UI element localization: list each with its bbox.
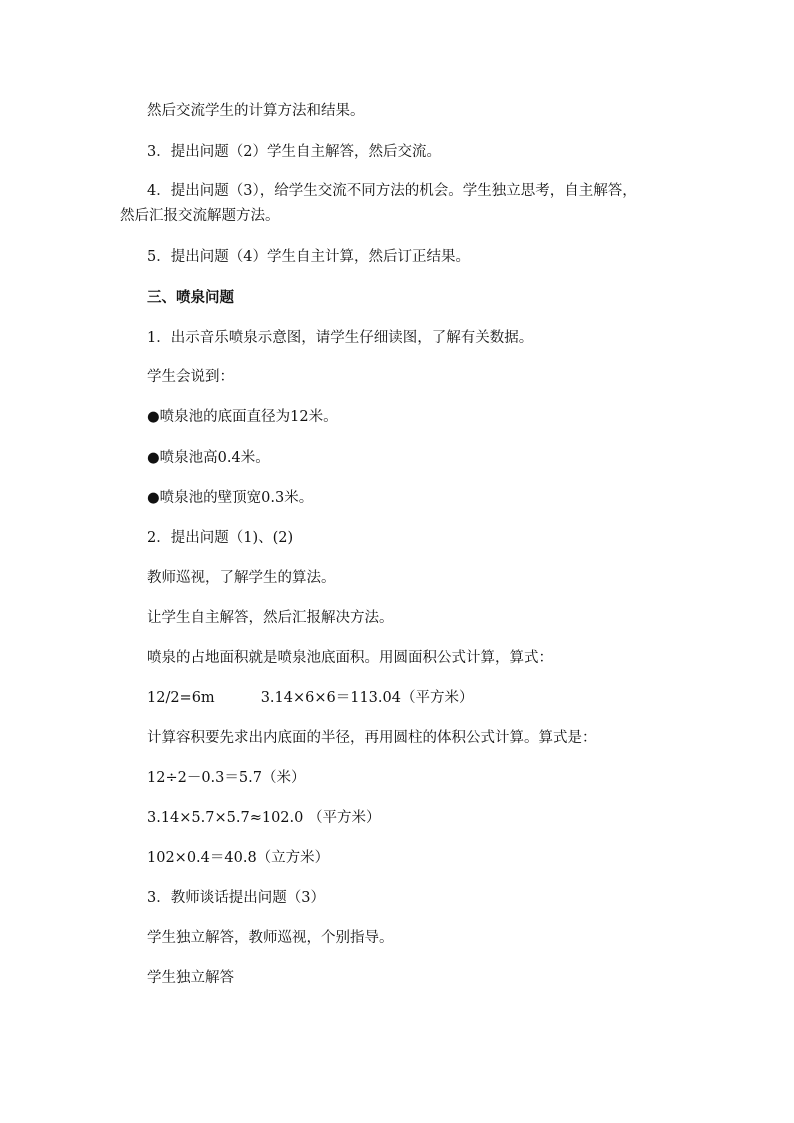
- bullet-item: ●喷泉池的壁顶宽0.3米。: [147, 490, 314, 506]
- formula-area: 3.14×6×6＝113.04（平方米）: [260, 690, 474, 706]
- paragraph-line: 5．提出问题（4）学生自主计算，然后订正结果。: [147, 249, 470, 265]
- paragraph-line: 教师巡视，了解学生的算法。: [147, 570, 336, 586]
- paragraph-line: 学生独立解答，教师巡视，个别指导。: [147, 930, 394, 946]
- formula-line: [147, 688, 473, 708]
- formula-line: 102×0.4＝40.8（立方米）: [147, 850, 330, 866]
- paragraph-line: 计算容积要先求出内底面的半径，再用圆柱的体积公式计算。算式是：: [147, 730, 597, 746]
- paragraph-line: 让学生自主解答，然后汇报解决方法。: [147, 610, 394, 626]
- paragraph-line: 3．提出问题（2）学生自主解答，然后交流。: [147, 144, 441, 160]
- paragraph-line: 然后汇报交流解题方法。: [120, 208, 280, 224]
- formula-line: 12÷2－0.3＝5.7（米）: [147, 770, 306, 786]
- bullet-item: ●喷泉池的底面直径为12米。: [147, 409, 338, 425]
- section-heading: 三、喷泉问题: [147, 289, 234, 306]
- paragraph-line: 学生独立解答: [147, 970, 234, 986]
- paragraph-line: 然后交流学生的计算方法和结果。: [147, 103, 365, 119]
- paragraph-line: 3．教师谈话提出问题（3）: [147, 890, 325, 906]
- formula-radius: 12/2=6m: [147, 690, 215, 706]
- paragraph-line: 喷泉的占地面积就是喷泉池底面积。用圆面积公式计算，算式：: [147, 650, 553, 666]
- paragraph-line: 2．提出问题（1)、(2): [147, 530, 294, 546]
- paragraph-line: 学生会说到：: [147, 369, 234, 385]
- formula-line: 3.14×5.7×5.7≈102.0 （平方米）: [147, 810, 381, 826]
- paragraph-line: 1．出示音乐喷泉示意图，请学生仔细读图，了解有关数据。: [147, 330, 534, 346]
- bullet-item: ●喷泉池高0.4米。: [147, 450, 270, 466]
- paragraph-line: 4．提出问题（3），给学生交流不同方法的机会。学生独立思考，自主解答，: [147, 183, 637, 199]
